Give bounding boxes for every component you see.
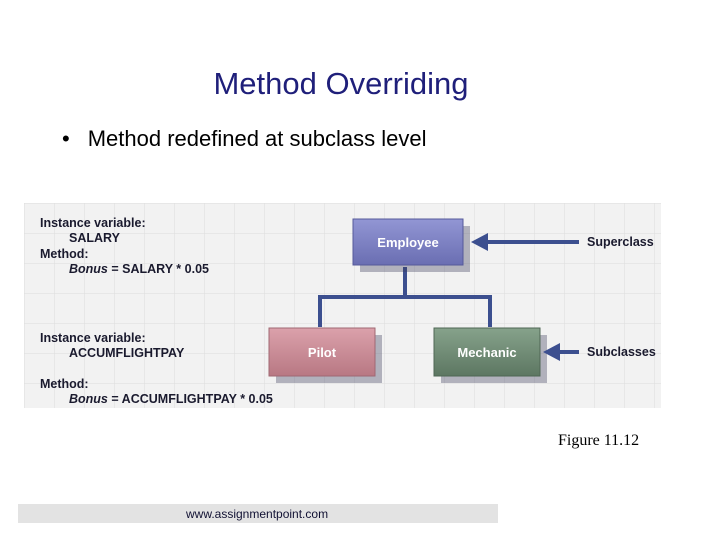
pilot-note-line4	[69, 392, 273, 406]
footer-bar	[18, 504, 498, 523]
slide-title: Method Overriding	[213, 66, 469, 101]
mechanic-class-label: Mechanic	[457, 345, 517, 360]
figure-caption: Figure 11.12	[558, 432, 640, 449]
bullet-text: Method redefined at subclass level	[87, 126, 427, 151]
pilot-class-label: Pilot	[307, 345, 337, 360]
footer-url: www.assignmentpoint.com	[186, 507, 329, 521]
bullet-marker: •	[62, 126, 70, 151]
employee-note-line4	[69, 262, 209, 276]
pilot-note-method-name: Bonus	[69, 392, 108, 406]
employee-note-line3: Method:	[40, 247, 89, 261]
subclasses-label: Subclasses	[587, 345, 656, 359]
class-hierarchy-diagram	[24, 203, 661, 408]
mechanic-class-box	[434, 328, 547, 383]
employee-class-box	[353, 219, 470, 272]
pilot-note-line2: ACCUMFLIGHTPAY	[69, 346, 185, 360]
employee-note-line2: SALARY	[69, 231, 120, 245]
pilot-note-formula: = ACCUMFLIGHTPAY * 0.05	[107, 392, 273, 406]
employee-note-formula: = SALARY * 0.05	[107, 262, 209, 276]
superclass-label: Superclass	[587, 235, 654, 249]
employee-class-label: Employee	[377, 235, 439, 250]
employee-note-method-name: Bonus	[69, 262, 108, 276]
pilot-note-line1: Instance variable:	[40, 331, 146, 345]
bullet-item	[62, 126, 426, 152]
pilot-note-line3: Method:	[40, 377, 89, 391]
employee-note-line1: Instance variable:	[40, 216, 146, 230]
pilot-class-box	[269, 328, 382, 383]
